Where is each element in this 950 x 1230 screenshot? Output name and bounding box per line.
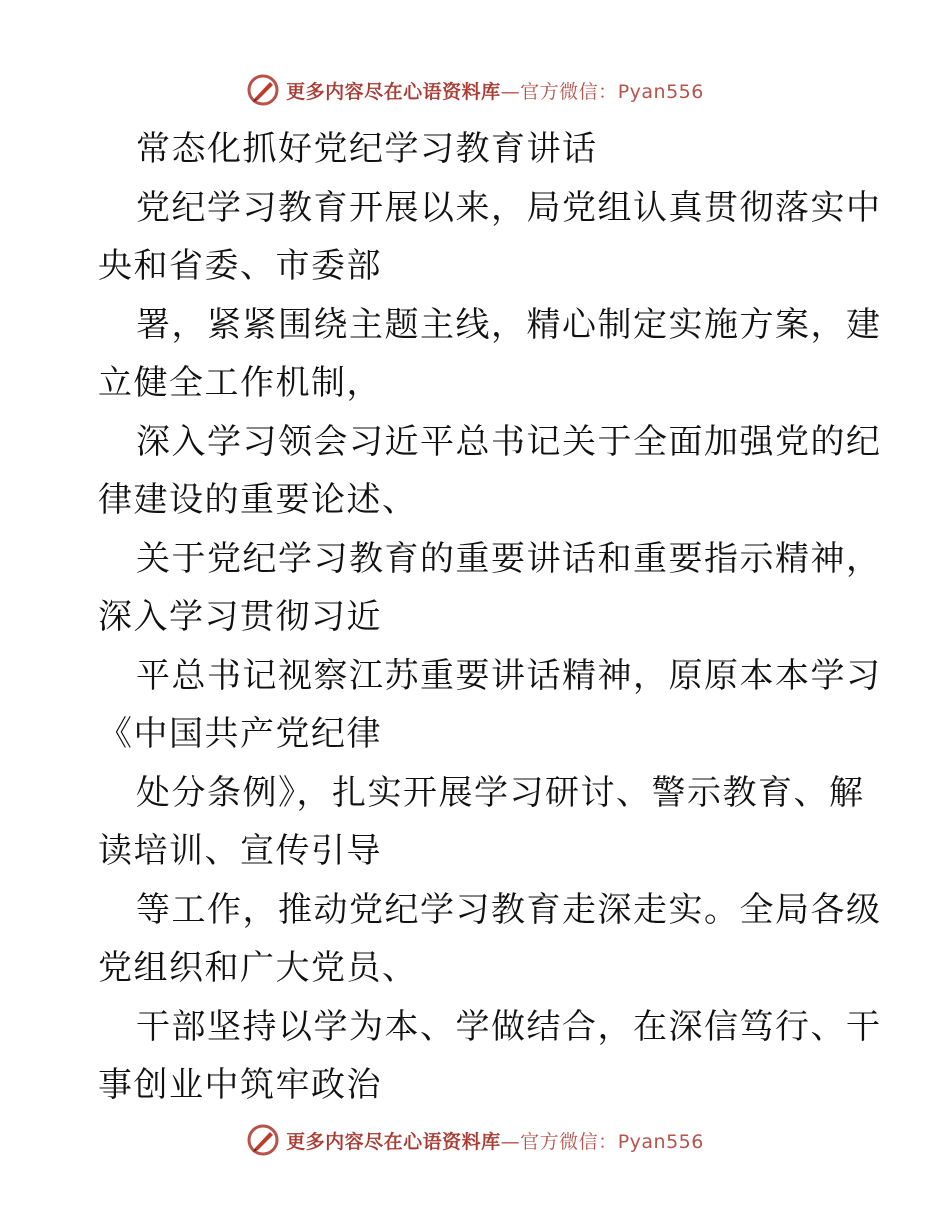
text-line: 深入学习贯彻习近 (98, 597, 382, 637)
text-line: 律建设的重要论述、 (98, 480, 418, 520)
text-line: 平总书记视察江苏重要讲话精神，原原本本学习 (136, 655, 882, 696)
text-line: 党组织和广大党员、 (98, 948, 418, 988)
document-title: 常态化抓好党纪学习教育讲话 (136, 129, 598, 169)
text-line: 干部坚持以学为本、学做结合，在深信笃行、干 (136, 1006, 882, 1047)
pen-logo-icon (246, 1123, 280, 1157)
text-line: 事创业中筑牢政治 (98, 1065, 382, 1105)
text-line: 立健全工作机制， (98, 363, 382, 403)
text-line: 《中国共产党纪律 (98, 714, 382, 754)
document-body (98, 120, 882, 1115)
banner-text: 更多内容尽在心语资料库—官方微信：Pyan556 (286, 1130, 704, 1153)
header-banner (0, 70, 950, 110)
text-line: 署，紧紧围绕主题主线，精心制定实施方案，建 (136, 304, 882, 345)
text-line: 处分条例》，扎实开展学习研讨、警示教育、解 (136, 772, 865, 813)
text-line: 关于党纪学习教育的重要讲话和重要指示精神， (136, 538, 882, 579)
banner-text: 更多内容尽在心语资料库—官方微信：Pyan556 (286, 80, 704, 103)
text-line: 深入学习领会习近平总书记关于全面加强党的纪 (136, 421, 882, 462)
text-line: 等工作，推动党纪学习教育走深走实。全局各级 (136, 889, 882, 930)
footer-banner (0, 1120, 950, 1160)
text-line: 党纪学习教育开展以来，局党组认真贯彻落实中 (136, 187, 882, 228)
text-line: 读培训、宣传引导 (98, 831, 382, 871)
pen-logo-icon (246, 73, 280, 107)
text-line: 央和省委、市委部 (98, 246, 382, 286)
